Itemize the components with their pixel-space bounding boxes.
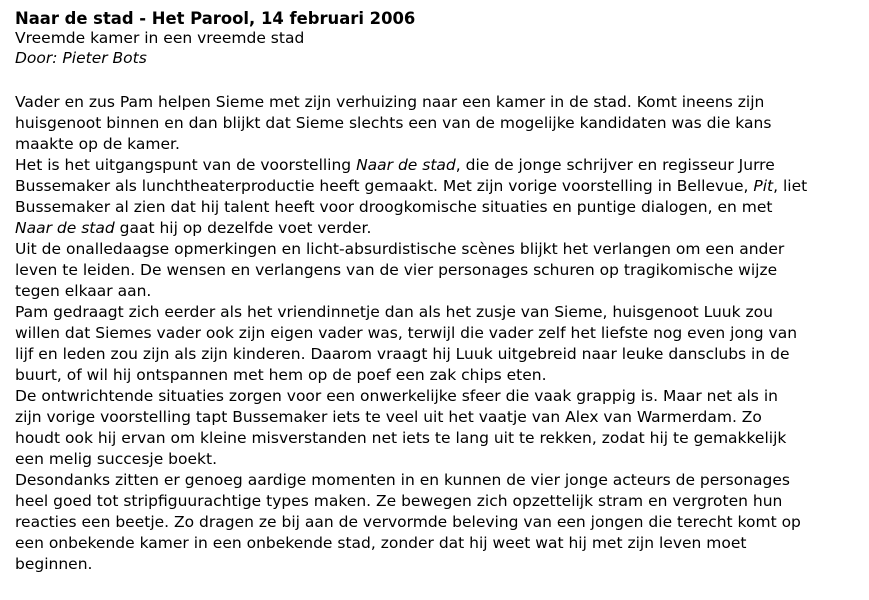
article-line-text: willen dat Siemes vader ook zijn eigen vader was, terwijl die vader zelf het liefste nog even jong van (15, 324, 798, 342)
article-line-text: Pam gedraagt zich eerder als het vriendinnetje dan als het zusje van Sieme, huisgenoot Luuk zou (15, 303, 773, 321)
article-line-text: beginnen. (15, 555, 93, 573)
article-line (15, 197, 869, 218)
article-line (15, 281, 869, 302)
article-line (15, 365, 869, 386)
article-line (15, 554, 869, 575)
article-line-text: buurt, of wil hij ontspannen met hem op de poef een zak chips eten. (15, 366, 547, 384)
article-line-text: tegen elkaar aan. (15, 282, 152, 300)
article-body (15, 92, 869, 575)
article-line (15, 113, 869, 134)
article-line-text: een melig succesje boekt. (15, 450, 217, 468)
article-line-italic-text: Naar de stad (356, 156, 456, 174)
article-line-italic-text: Pit (753, 177, 774, 195)
article-line (15, 92, 869, 113)
article-line-text: reacties een beetje. Zo dragen ze bij aan de vervormde beleving van een jongen die terecht komt op (15, 513, 801, 531)
article-line (15, 533, 869, 554)
article-line-text: Het is het uitgangspunt van de voorstelling (15, 156, 357, 174)
article-line-text: zijn vorige voorstelling tapt Bussemaker iets te veel uit het vaatje van Alex van Warmerdam. Zo (15, 408, 762, 426)
article-line-text: lijf en leden zou zijn als zijn kinderen. Daarom vraagt hij Luuk uitgebreid naar leuke dansclubs in de (15, 345, 790, 363)
article-line (15, 491, 869, 512)
article-line-text: houdt ook hij ervan om kleine misverstanden net iets te lang uit te rekken, zodat hij te gemakkelijk (15, 429, 787, 447)
article-line-text: huisgenoot binnen en dan blijkt dat Sieme slechts een van de mogelijke kandidaten was die kans (15, 114, 772, 132)
article-line-text: Vader en zus Pam helpen Sieme met zijn verhuizing naar een kamer in de stad. Komt ineens zijn (15, 93, 765, 111)
article-line (15, 512, 869, 533)
article-line-text: Uit de onalledaagse opmerkingen en licht-absurdistische scènes blijkt het verlangen om een ander (15, 240, 785, 258)
article-title: Naar de stad - Het Parool, 14 februari 2006 (15, 9, 416, 28)
article-line (15, 218, 869, 239)
article-line (15, 134, 869, 155)
article-line (15, 323, 869, 344)
article-line-text: een onbekende kamer in een onbekende stad, zonder dat hij weet wat hij met zijn leven moet (15, 534, 747, 552)
article-line (15, 449, 869, 470)
article-line (15, 176, 869, 197)
article-line-text: , liet (773, 177, 808, 195)
article-line-text: De ontwrichtende situaties zorgen voor een onwerkelijke sfeer die vaak grappig is. Maar net als in (15, 387, 778, 405)
article-line (15, 260, 869, 281)
article-line-text: gaat hij op dezelfde voet verder. (114, 219, 372, 237)
article-line-text: Desondanks zitten er genoeg aardige momenten in en kunnen de vier jonge acteurs de personages (15, 471, 790, 489)
article-line-text: , die de jonge schrijver en regisseur Jurre (455, 156, 775, 174)
article-subtitle: Vreemde kamer in een vreemde stad (15, 29, 305, 47)
article-line (15, 155, 869, 176)
article-line (15, 470, 869, 491)
article-line (15, 407, 869, 428)
article-line (15, 428, 869, 449)
article-byline: Door: Pieter Bots (15, 49, 147, 67)
article-line (15, 302, 869, 323)
article-line-text: Bussemaker als lunchtheaterproductie heeft gemaakt. Met zijn vorige voorstelling in Bellevue, (15, 177, 754, 195)
article-line-text: maakte op de kamer. (15, 135, 180, 153)
article-line-text: leven te leiden. De wensen en verlangens van de vier personages schuren op tragikomische wijze (15, 261, 778, 279)
article-line (15, 239, 869, 260)
article-line-italic-text: Naar de stad (15, 219, 115, 237)
article-line-text: Bussemaker al zien dat hij talent heeft voor droogkomische situaties en puntige dialogen, en met (15, 198, 773, 216)
article-line (15, 344, 869, 365)
article-line-text: heel goed tot stripfiguurachtige types maken. Ze bewegen zich opzettelijk stram en vergroten hun (15, 492, 783, 510)
article-line (15, 386, 869, 407)
